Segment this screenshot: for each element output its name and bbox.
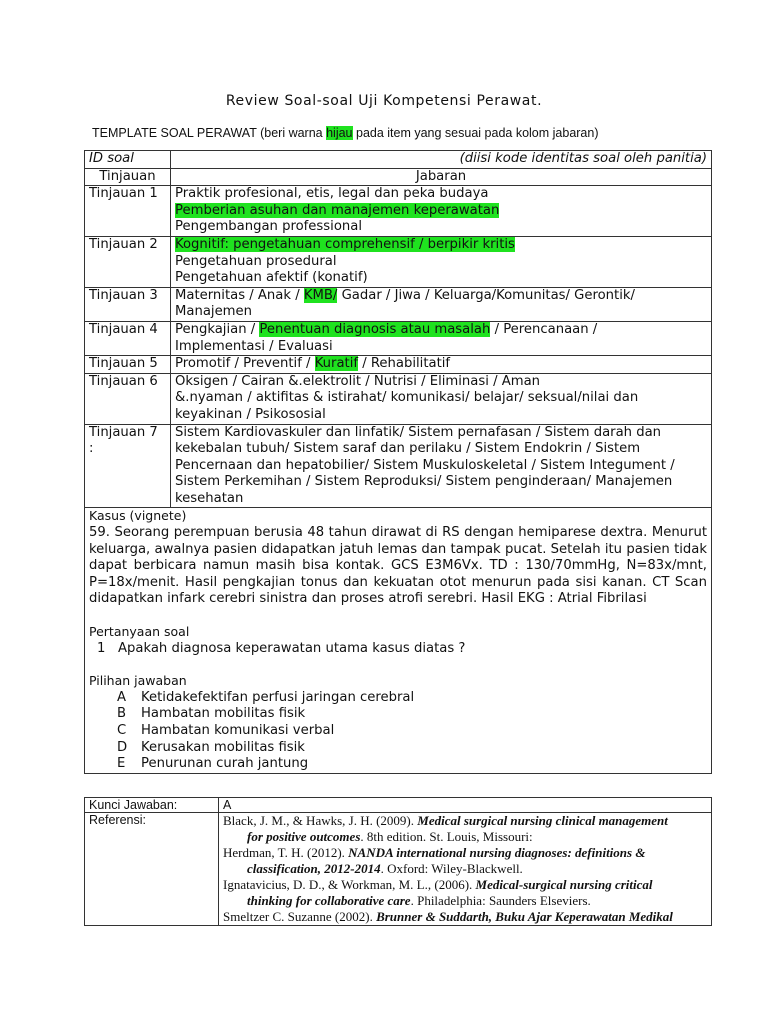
jabaran-line xyxy=(175,304,707,321)
tinjauan-row xyxy=(85,373,712,424)
kasus-label: Kasus (vignete) xyxy=(89,508,187,524)
tinjauan-row xyxy=(85,236,712,287)
question-text: Apakah diagnosa keperawatan utama kasus diatas ? xyxy=(117,640,466,656)
question-label: Pertanyaan soal xyxy=(89,624,190,640)
jabaran-text: Oksigen / Cairan &.elektrolit / Nutrisi / Eliminasi / Aman xyxy=(175,373,541,389)
jabaran-line xyxy=(175,219,707,236)
jabaran-text: / Perencanaan / xyxy=(490,321,598,337)
tinjauan-row xyxy=(85,424,712,508)
jabaran-cell xyxy=(171,424,712,508)
reference-item xyxy=(223,813,707,845)
jabaran-text: Pengetahuan prosedural xyxy=(175,253,337,269)
jabaran-text: Sistem Perkemihan / Sistem Reproduksi/ Sistem penginderaan/ Manajemen xyxy=(175,474,673,490)
referensi-label: Referensi: xyxy=(85,813,219,926)
tinjauan-row xyxy=(85,186,712,237)
kunci-label: Kunci Jawaban: xyxy=(85,798,219,813)
question xyxy=(97,641,707,658)
referensi-row xyxy=(85,813,712,926)
jabaran-line xyxy=(175,356,707,373)
jabaran-text: Gadar / Jiwa / Keluarga/Komunitas/ Gerontik/ xyxy=(337,287,635,303)
jabaran-highlight: KMB/ xyxy=(303,287,338,303)
jabaran-text: Sistem Kardiovaskuler dan linfatik/ Sistem pernafasan / Sistem darah dan xyxy=(175,424,662,440)
tinjauan-row xyxy=(85,287,712,321)
reference-table xyxy=(84,797,712,926)
reference-title-cont: for positive outcomes xyxy=(247,829,361,844)
option-letter: D xyxy=(117,739,128,755)
id-label: ID soal xyxy=(85,151,171,169)
jabaran-text: Maternitas / Anak / xyxy=(175,287,304,303)
option-text: Penurunan curah jantung xyxy=(141,756,309,772)
header-jabaran: Jabaran xyxy=(171,168,712,186)
jabaran-text: kesehatan xyxy=(175,490,244,506)
jabaran-highlight: Kognitif: pengetahuan comprehensif / berpikir kritis xyxy=(175,236,515,252)
template-instruction-after: pada item yang sesuai pada kolom jabaran) xyxy=(352,126,599,140)
id-value: (diisi kode identitas soal oleh panitia) xyxy=(171,151,712,169)
template-instruction xyxy=(92,126,599,140)
reference-title: Medical-surgical nursing critical xyxy=(475,877,653,892)
reference-publisher: . 8th edition. St. Louis, Missouri: xyxy=(360,829,533,844)
option-text: Kerusakan mobilitas fisik xyxy=(141,739,305,755)
option-item xyxy=(117,690,707,707)
jabaran-cell xyxy=(171,236,712,287)
reference-continuation xyxy=(223,829,707,845)
template-instruction-before: TEMPLATE SOAL PERAWAT (beri warna xyxy=(92,126,327,140)
reference-publisher: . Oxford: Wiley-Blackwell. xyxy=(380,861,523,876)
tinjauan-row xyxy=(85,321,712,355)
jabaran-line xyxy=(175,425,707,442)
option-text: Hambatan komunikasi verbal xyxy=(141,723,335,738)
reference-author: Black, J. M., & Hawks, J. H. (2009). xyxy=(223,813,418,828)
reference-publisher: . Philadelphia: Saunders Elseviers. xyxy=(410,893,591,908)
tinjauan-label: Tinjauan 7 : xyxy=(85,424,171,508)
jabaran-highlight: Kuratif xyxy=(314,356,359,372)
header-tinjauan: Tinjauan xyxy=(85,168,171,186)
jabaran-text: Pencernaan dan hepatobilier/ Sistem Muskuloskeletal / Sistem Integument / xyxy=(175,457,675,473)
reference-author: Ignatavicius, D. D., & Workman, M. L., (2006). xyxy=(223,877,476,892)
jabaran-line xyxy=(175,237,707,254)
option-item xyxy=(117,740,707,757)
jabaran-line xyxy=(175,458,707,475)
review-table xyxy=(84,150,712,774)
jabaran-cell xyxy=(171,321,712,355)
tinjauan-label: Tinjauan 1 xyxy=(85,186,171,237)
id-row xyxy=(85,151,712,169)
jabaran-line xyxy=(175,270,707,287)
jabaran-line xyxy=(175,339,707,356)
reference-item xyxy=(223,845,707,877)
jabaran-line xyxy=(175,322,707,339)
jabaran-highlight: Penentuan diagnosis atau masalah xyxy=(259,321,491,337)
option-letter: E xyxy=(117,756,126,772)
jabaran-text: kekebalan tubuh/ Sistem saraf dan perilaku / Sistem Endokrin / Sistem xyxy=(175,441,641,457)
reference-author: Smeltzer C. Suzanne (2002). xyxy=(223,909,377,924)
reference-continuation xyxy=(223,893,707,909)
reference-item xyxy=(223,909,707,925)
kunci-value: A xyxy=(219,798,712,813)
tinjauan-label: Tinjauan 6 xyxy=(85,373,171,424)
jabaran-text: / Rehabilitatif xyxy=(358,356,451,372)
option-item xyxy=(117,723,707,740)
tinjauan-row xyxy=(85,356,712,374)
tinjauan-label: Tinjauan 2 xyxy=(85,236,171,287)
reference-continuation xyxy=(223,861,707,877)
jabaran-line xyxy=(175,254,707,271)
jabaran-highlight: Pemberian asuhan dan manajemen keperawatan xyxy=(175,202,500,218)
tinjauan-label: Tinjauan 5 xyxy=(85,356,171,374)
jabaran-line xyxy=(175,474,707,491)
jabaran-cell xyxy=(171,287,712,321)
tinjauan-label: Tinjauan 3 xyxy=(85,287,171,321)
kasus-text: 59. Seorang perempuan berusia 48 tahun dirawat di RS dengan hemiparese dextra. Menurut keluarga, awalnya pasien didapatkan jatuh lemas dan tampak pucat. Setelah itu pasien tidak dapat berbicara namun masih bisa kontak. GCS E3M6Vx. TD : 130/70mmHg, N=83x/mnt, P=18x/menit. Hasil pengkajian tonus dan kekuatan otot menurun pada sisi kanan. CT Scan didapatkan infark cerebri sinistra dan proses atrofi serebri. Hasil EKG : Atrial Fibrilasi xyxy=(89,525,707,607)
jabaran-line xyxy=(175,390,707,407)
jabaran-text: Pengetahuan afektif (konatif) xyxy=(175,270,368,286)
jabaran-cell xyxy=(171,356,712,374)
jabaran-text: keyakinan / Psikososial xyxy=(175,406,326,422)
document-title: Review Soal-soal Uji Kompetensi Perawat. xyxy=(225,93,543,109)
jabaran-text: Praktik profesional, etis, legal dan peka budaya xyxy=(175,186,489,202)
reference-item xyxy=(223,877,707,909)
reference-title: NANDA international nursing diagnoses: definitions & xyxy=(348,845,646,860)
options-list xyxy=(117,690,707,773)
jabaran-line xyxy=(175,441,707,458)
tinjauan-label: Tinjauan 4 xyxy=(85,321,171,355)
options-label: Pilihan jawaban xyxy=(89,673,187,689)
jabaran-line xyxy=(175,288,707,305)
referensi-list xyxy=(219,813,712,926)
reference-author: Herdman, T. H. (2012). xyxy=(223,845,349,860)
option-text: Ketidakefektifan perfusi jaringan cerebral xyxy=(141,689,415,705)
reference-title: Medical surgical nursing clinical management xyxy=(417,813,668,828)
jabaran-line xyxy=(175,407,707,424)
option-letter: A xyxy=(117,689,127,705)
jabaran-cell xyxy=(171,373,712,424)
question-number: 1 xyxy=(97,640,106,656)
option-item xyxy=(117,756,707,773)
jabaran-line xyxy=(175,491,707,508)
option-text: Hambatan mobilitas fisik xyxy=(141,706,306,722)
option-item xyxy=(117,706,707,723)
option-letter: B xyxy=(117,706,127,722)
jabaran-text: Manajemen xyxy=(175,304,252,320)
jabaran-cell xyxy=(171,186,712,237)
jabaran-text: &.nyaman / aktifitas & istirahat/ komunikasi/ belajar/ seksual/nilai dan xyxy=(175,390,639,406)
jabaran-line xyxy=(175,186,707,203)
kasus-cell xyxy=(85,508,712,773)
jabaran-line xyxy=(175,203,707,220)
template-instruction-highlight: hijau xyxy=(326,126,353,140)
reference-title-cont: classification, 2012-2014 xyxy=(247,861,381,876)
jabaran-line xyxy=(175,374,707,391)
reference-title: Brunner & Suddarth, Buku Ajar Keperawatan Medikal xyxy=(376,909,673,924)
jabaran-text: Implementasi / Evaluasi xyxy=(175,338,333,354)
kunci-row xyxy=(85,798,712,813)
option-letter: C xyxy=(117,723,127,738)
reference-title-cont: thinking for collaborative care xyxy=(247,893,411,908)
header-row xyxy=(85,168,712,186)
jabaran-text: Promotif / Preventif / xyxy=(175,356,315,372)
kasus-row xyxy=(85,508,712,773)
jabaran-text: Pengembangan professional xyxy=(175,219,363,235)
jabaran-text: Pengkajian / xyxy=(175,321,260,337)
